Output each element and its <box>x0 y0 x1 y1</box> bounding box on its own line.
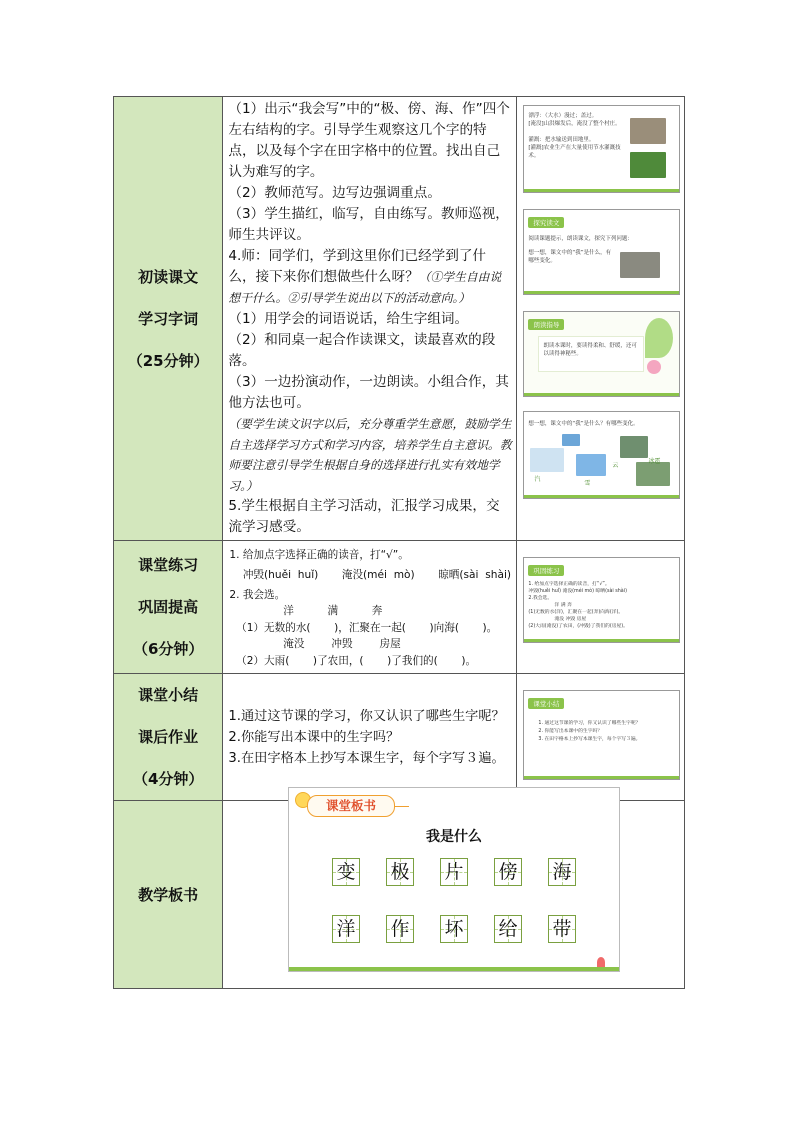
board-char: 海 <box>548 858 576 886</box>
slide-text: 想一想，课文中的“我”是什么？有哪些变化。 <box>528 421 639 427</box>
step-paragraph: （3）一边扮演动作，一边朗读。小组合作，其他方法也可。 <box>228 374 509 411</box>
label-cloud: 云 <box>612 462 619 469</box>
label-line: 课堂小结 <box>138 686 199 704</box>
snow-photo <box>576 454 606 476</box>
label-hail: 冰雹 <box>648 458 661 465</box>
flower-decoration <box>647 360 661 374</box>
board-tag: 课堂板书 <box>307 795 395 817</box>
slide-text: 想一想，课文中的“我”是什么，有哪些变化。 <box>528 250 612 264</box>
section-practice-label <box>114 541 223 674</box>
board-char: 给 <box>494 915 522 943</box>
label-line: 初读课文 <box>138 267 199 286</box>
slide-text: 1. 给加点字选择正确的读音，打“√”。 <box>528 582 610 587</box>
label-line: 巩固提高 <box>138 598 199 616</box>
slide-vocabulary <box>523 105 680 193</box>
board-char: 极 <box>386 858 414 886</box>
exercise-line: 淹没 冲毁 房屋 <box>229 638 401 650</box>
slide-text: (1)无数的水(洋)，汇聚在一起(奔)向海(洋)。 <box>528 610 624 615</box>
board-char: 坏 <box>440 915 468 943</box>
slide-text: 1. 通过这节课的学习，你又认识了哪些生字呢？ <box>538 721 641 726</box>
divider <box>395 806 409 807</box>
section-reading-slides <box>517 97 685 541</box>
step-paragraph: （2）教师范写。边写边强调重点。 <box>228 185 441 201</box>
section-board-label <box>114 801 223 989</box>
slide-text: 洋 满 奔 <box>554 603 572 608</box>
label-line: 课堂练习 <box>138 556 199 574</box>
board-char: 带 <box>548 915 576 943</box>
section-reading-label <box>114 97 223 541</box>
board-char: 傍 <box>494 858 522 886</box>
blackboard-slide <box>288 787 620 972</box>
slide-text: 冲毁(huěi huǐ) 淹没(méi mò) 晾晒(sài shài) <box>528 589 627 594</box>
vapor-photo <box>530 448 564 472</box>
flood-photo <box>630 118 666 144</box>
field-photo <box>630 152 666 178</box>
teaching-note: （要学生读文识字以后，充分尊重学生意愿，鼓励学生自主选择学习方式和学习内容，培养学生自主意识。教师要注意引导学生根据自身的选择进行扎实有效地学习。） <box>228 417 512 493</box>
exercise-line: （1）无数的水( )，汇聚在一起( )向海( )。 <box>229 622 498 634</box>
section-summary-content <box>223 674 517 801</box>
section-summary-slide <box>517 674 685 801</box>
label-vapor: 汽 <box>534 476 541 483</box>
slide-tag: 巩固练习 <box>528 565 564 576</box>
section-summary-label <box>114 674 223 801</box>
slide-practice <box>523 557 680 643</box>
cloud-photo <box>620 436 648 458</box>
slide-text: 2. 你能写出本课中的生字吗？ <box>538 729 603 734</box>
exercise-line: 2. 我会选。 <box>229 589 286 601</box>
step-paragraph: （1）出示“我会写”中的“极、傍、海、作”四个左右结构的字。引导学生观察这几个字的特点，以及每个字在田字格中的位置。找出自己认为难写的字。 <box>228 101 510 180</box>
slide-text: 漂浮：（大水）漫过；盖过。 <box>528 113 598 119</box>
slide-text: 2.我会选。 <box>528 596 553 601</box>
label-line: 学习字词 <box>138 309 199 328</box>
step-paragraph: （3）学生描红，临写，自由练写。教师巡视，师生共评议。 <box>228 206 509 243</box>
board-char: 洋 <box>332 915 360 943</box>
slide-text: 淹没 冲毁 房屋 <box>554 617 587 622</box>
board-char: 变 <box>332 858 360 886</box>
inline-note: （①学生自由说想干什么。②引导学生说出以下的活动意向。） <box>228 270 502 305</box>
slide-text: [淹没]山洪爆发后，淹没了整个村庄。 <box>528 121 621 127</box>
exercise-line: 冲毁(huěi huǐ) 淹没(méi mò) 晾晒(sài shài) <box>229 569 512 581</box>
homework-line: 3.在田字格本上抄写本课生字，每个字写３遍。 <box>228 750 505 766</box>
section-practice-content <box>223 541 517 674</box>
homework-line: 2.你能写出本课中的生字吗？ <box>228 729 400 745</box>
teacher-question: 4.师：同学们，学到这里你们已经学到了什么，接下来你们想做些什么呀？ <box>228 248 487 285</box>
step-paragraph: （1）用学会的词语说话，给生字组词。 <box>228 311 469 327</box>
board-char: 作 <box>386 915 414 943</box>
label-line: 教学板书 <box>138 885 199 904</box>
flower-decoration <box>597 957 605 967</box>
step-paragraph: （2）和同桌一起合作读课文，读最喜欢的段落。 <box>228 332 496 369</box>
slide-text: [灌溉]农业生产在大量使用节水灌溉技术。 <box>528 145 621 159</box>
water-photo <box>562 434 580 446</box>
slide-text: 朗读本课时，要读得柔和、舒缓，还可以读得神秘些。 <box>543 343 637 357</box>
label-line: （6分钟） <box>132 640 204 658</box>
section-practice-slide <box>517 541 685 674</box>
label-line: （25分钟） <box>127 351 209 370</box>
step-paragraph <box>228 246 512 309</box>
board-char: 片 <box>440 858 468 886</box>
slide-text: 阅读课题提示，朗读课文，探究下列问题： <box>528 236 633 242</box>
board-title: 我是什么 <box>426 829 482 845</box>
step-paragraph: 5.学生根据自主学习活动，汇报学习成果，交流学习感受。 <box>228 498 500 535</box>
homework-line: 1.通过这节课的学习，你又认识了哪些生字呢？ <box>228 708 505 724</box>
slide-water-changes <box>523 411 680 499</box>
leaf-decoration <box>645 318 673 358</box>
label-line: 课后作业 <box>138 728 199 746</box>
exercise-line: 1. 给加点字选择正确的读音，打“√”。 <box>229 549 409 561</box>
slide-tag: 课堂小结 <box>528 698 564 709</box>
label-line: （4分钟） <box>132 770 204 788</box>
slide-summary <box>523 690 680 780</box>
slide-text: 灌溉：把水输送到田地里。 <box>528 137 595 143</box>
exercise-line: 洋 满 奔 <box>229 605 383 617</box>
exercise-line: （2）大雨( )了农田，( )了我们的( )。 <box>229 655 477 667</box>
slide-reading-guide <box>523 311 680 397</box>
slide-explore <box>523 209 680 295</box>
slide-tag: 探究读文 <box>528 217 564 228</box>
slide-text: (2)大雨(淹没)了农田，(冲毁)了我们的(房屋)。 <box>528 624 628 629</box>
hail-photo <box>636 462 670 486</box>
guide-box <box>538 336 644 372</box>
illustration-photo <box>620 252 660 278</box>
slide-tag: 朗读指导 <box>528 319 564 330</box>
slide-text: 3. 在田字格本上抄写本课生字，每个字写３遍。 <box>538 737 641 742</box>
section-reading-content <box>223 97 517 541</box>
slide-bottom-bar <box>289 967 619 971</box>
label-snow: 雪 <box>584 480 591 487</box>
